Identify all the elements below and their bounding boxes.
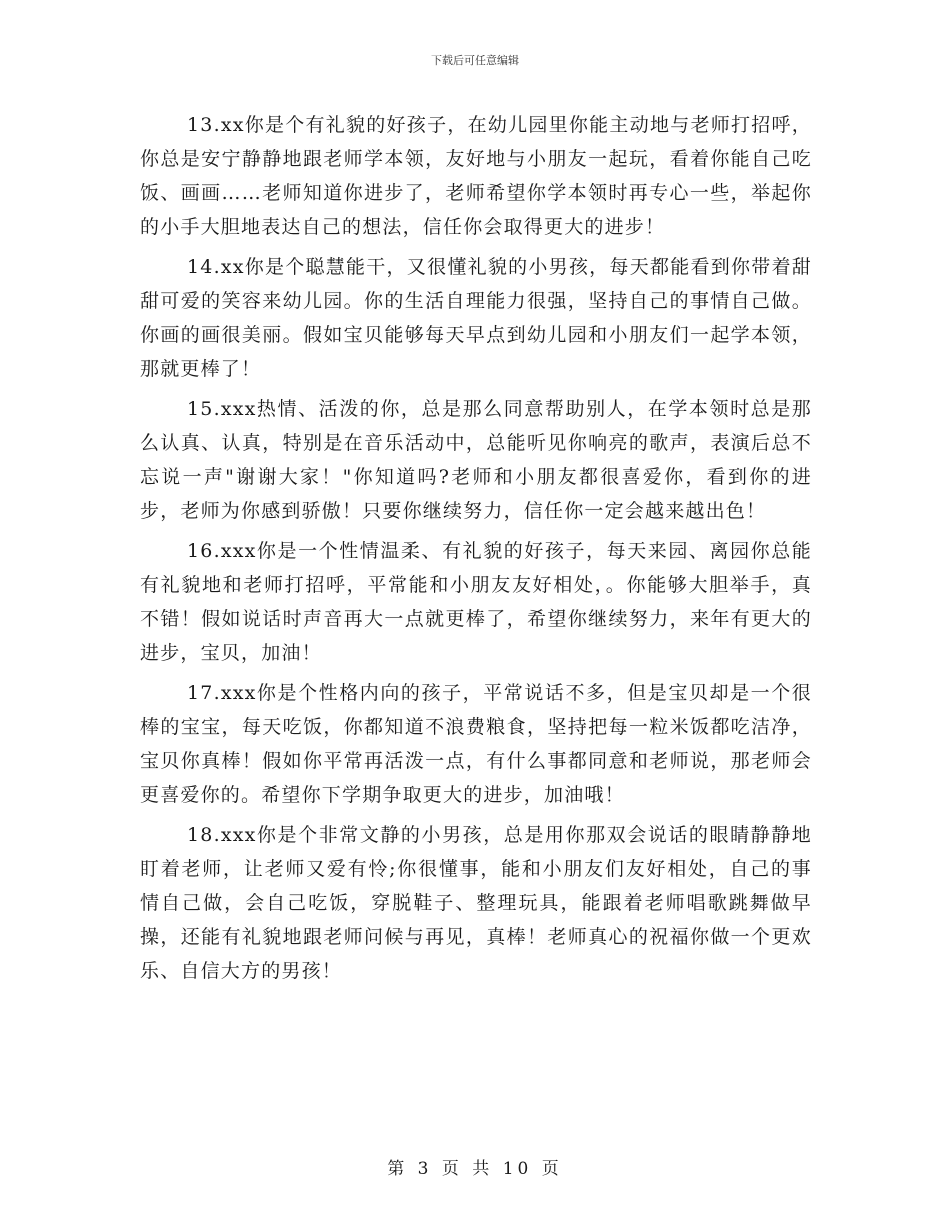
comment-paragraph-18: 18.xxx你是个非常文静的小男孩，总是用你那双会说话的眼睛静静地盯着老师，让老师又爱有怜;你很懂事，能和小朋友们友好相处，自己的事情自己做，会自己吃饭，穿脱鞋子、整理玩具，能跟着老师唱歌跳舞做早操，还能有礼貌地跟老师问候与再见，真棒！老师真心的祝福你做一个更欢乐、自信大方的男孩！	[140, 824, 812, 982]
comment-paragraph-13: 13.xx你是个有礼貌的好孩子，在幼儿园里你能主动地与老师打招呼，你总是安宁静静地跟老师学本领，友好地与小朋友一起玩，看着你能自己吃饭、画画……老师知道你进步了，老师希望你学本领时再专心一些，举起你的小手大胆地表达自己的想法，信任你会取得更大的进步！	[140, 114, 812, 238]
comment-paragraph-15: 15.xxx热情、活泼的你，总是那么同意帮助别人，在学本领时总是那么认真、认真，特别是在音乐活动中，总能听见你响亮的歌声，表演后总不忘说一声"谢谢大家！"你知道吗?老师和小朋友都很喜爱你，看到你的进步，老师为你感到骄傲！只要你继续努力，信任你一定会越来越出色！	[140, 398, 812, 522]
page-header: 下载后可任意编辑	[431, 54, 519, 67]
comment-paragraph-17: 17.xxx你是个性格内向的孩子，平常说话不多，但是宝贝却是一个很棒的宝宝，每天吃饭，你都知道不浪费粮食，坚持把每一粒米饭都吃洁净，宝贝你真棒！假如你平常再活泼一点，有什么事都同意和老师说，那老师会更喜爱你的。希望你下学期争取更大的进步，加油哦！	[140, 682, 812, 806]
comment-paragraph-14: 14.xx你是个聪慧能干，又很懂礼貌的小男孩，每天都能看到你带着甜甜可爱的笑容来幼儿园。你的生活自理能力很强，坚持自己的事情自己做。你画的画很美丽。假如宝贝能够每天早点到幼儿园和小朋友们一起学本领，那就更棒了！	[140, 256, 812, 380]
page-number-footer: 第 3 页 共 10 页	[387, 1159, 563, 1179]
comment-paragraph-16: 16.xxx你是一个性情温柔、有礼貌的好孩子，每天来园、离园你总能有礼貌地和老师打招呼，平常能和小朋友友好相处，。你能够大胆举手，真不错！假如说话时声音再大一点就更棒了，希望你继续努力，来年有更大的进步，宝贝，加油！	[140, 540, 812, 664]
document-body	[140, 108, 812, 994]
